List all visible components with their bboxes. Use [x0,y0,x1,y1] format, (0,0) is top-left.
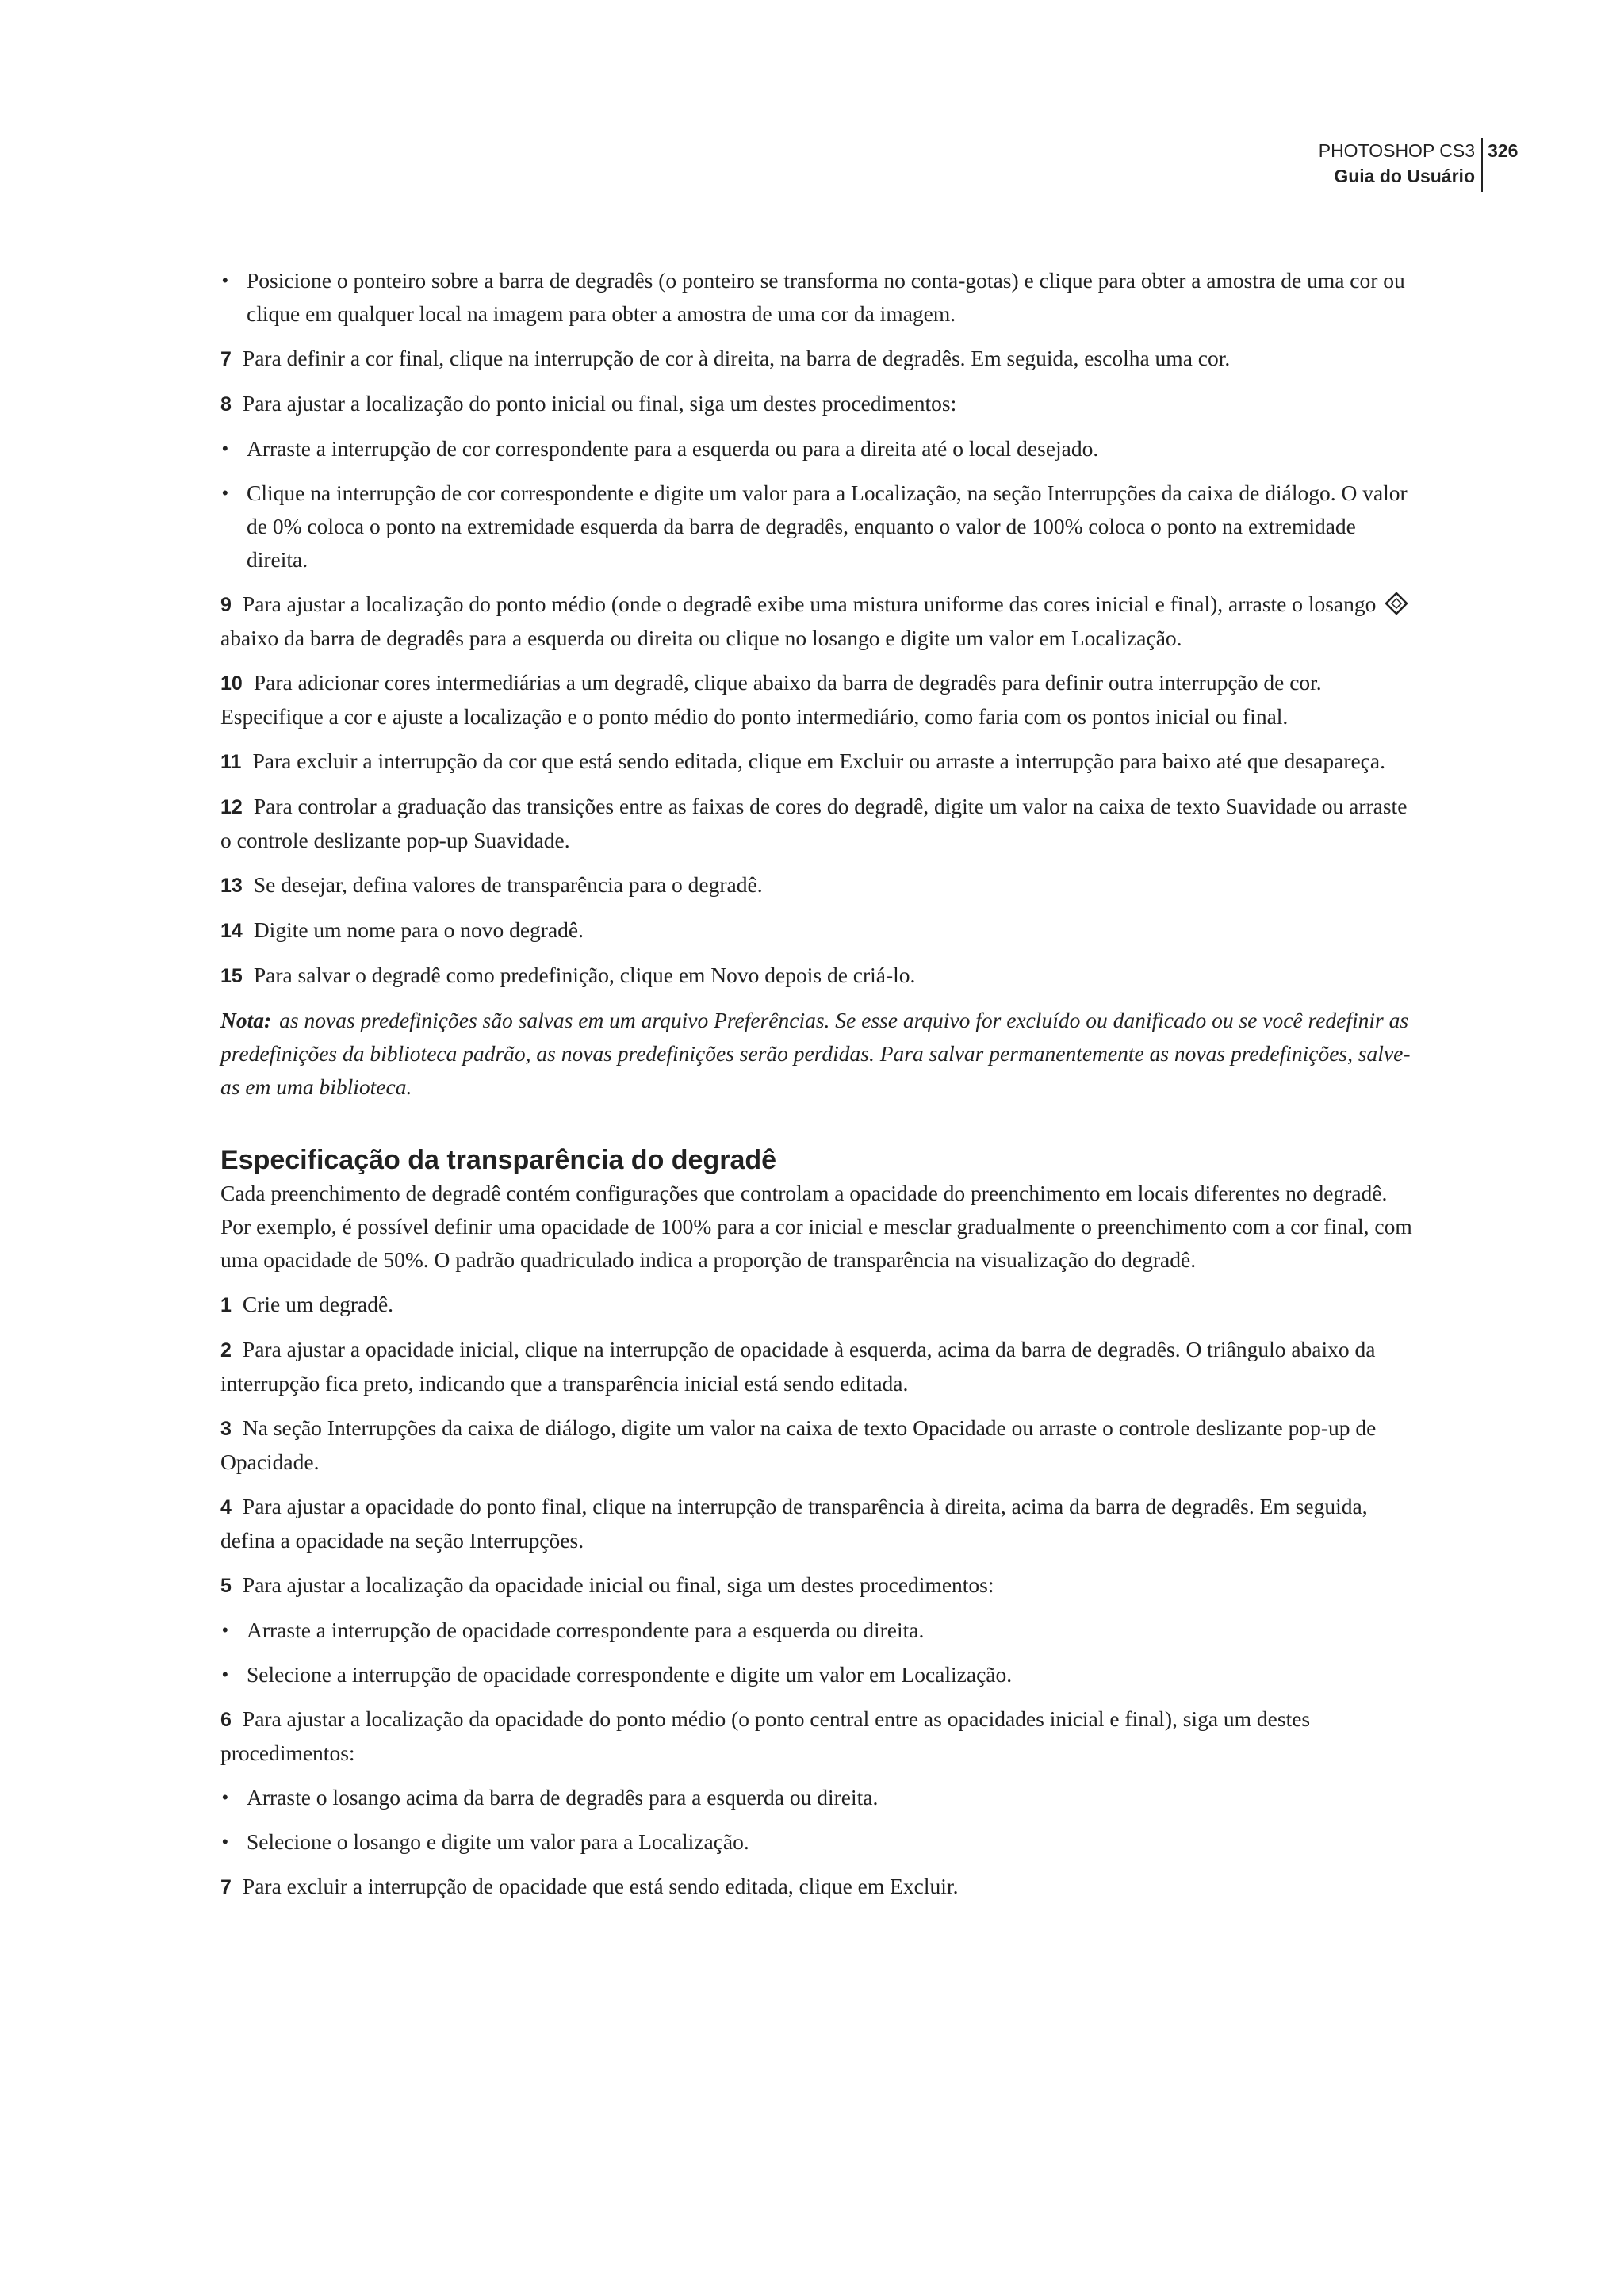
header-divider [1481,138,1483,192]
step-9 [220,588,1419,655]
step-number: 3 [220,1418,232,1440]
section-heading: Especificação da transparência do degradê [220,1145,777,1175]
section-intro: Cada preenchimento de degradê contém configurações que controlam a opacidade do preenchimento em locais diferentes no degradê. Por exemplo, é possível definir uma opacidade de 100% para a cor inicial e mesclar gradualmente o preenchimento com a cor final, com uma opacidade de 50%. O padrão quadriculado indica a proporção de transparência na visualização do degradê. [220,1181,1412,1272]
page-header [1216,138,1519,193]
list-item [220,1825,1419,1859]
step-text: Para ajustar a localização da opacidade inicial ou final, siga um destes procedimentos: [242,1572,994,1597]
list-item-text: Arraste a interrupção de opacidade correspondente para a esquerda ou direita. [247,1618,925,1642]
note-text: as novas predefinições são salvas em um arquivo Preferências. Se esse arquivo for excluído ou danificado ou se você redefinir as predefinições da biblioteca padrão, as novas predefinições serão perdidas. Para salvar permanentemente as novas predefinições, salve-as em uma biblioteca. [220,1008,1411,1099]
step-text: Se desejar, defina valores de transparência para o degradê. [253,872,763,897]
bullet-icon: • [222,1787,228,1807]
list-item-text: Clique na interrupção de cor correspondente e digite um valor para a Localização, na seção Interrupções da caixa de diálogo. O valor de 0% coloca o ponto na extremidade esquerda da barra de degradês, enquanto o valor de 100% coloca o ponto na extremidade direita. [247,481,1408,572]
header-guide: Guia do Usuário [1334,166,1475,186]
list-item-text: Posicione o ponteiro sobre a barra de degradês (o ponteiro se transforma no conta-gotas) e clique para obter a amostra de uma cor ou clique em qualquer local na imagem para obter a amostra de uma cor da imagem. [247,268,1405,326]
step-7-excluir [220,1870,1419,1904]
step-2 [220,1333,1419,1400]
step-number: 7 [220,348,232,370]
step-text: Para ajustar a localização do ponto inicial ou final, siga um destes procedimentos: [242,391,957,416]
list-item [220,477,1419,576]
bullet-icon: • [222,483,228,503]
step-number: 12 [220,796,243,818]
step-number: 9 [220,594,232,616]
step-number: 2 [220,1339,232,1361]
bullet-icon: • [222,270,228,290]
list-item-text: Selecione a interrupção de opacidade correspondente e digite um valor em Localização. [247,1662,1013,1687]
list-item [220,1658,1419,1691]
list-item [220,264,1419,331]
step-text: Para controlar a graduação das transições entre as faixas de cores do degradê, digite um valor na caixa de texto Suavidade ou arraste o controle deslizante pop-up Suavidade. [220,794,1408,852]
step-text: abaixo da barra de degradês para a esquerda ou direita ou clique no losango e digite um valor em Localização. [220,626,1182,650]
header-text [1319,138,1475,189]
step-text: Para ajustar a localização do ponto médio (onde o degradê exibe uma mistura uniforme das cores inicial e final), arraste o losango [242,592,1377,616]
bullet-icon: • [222,1664,228,1684]
step-number: 7 [220,1876,232,1898]
step-text: Para ajustar a opacidade inicial, clique na interrupção de opacidade à esquerda, acima da barra de degradês. O triângulo abaixo da interrupção fica preto, indicando que a transparência inicial está sendo editada. [220,1337,1376,1396]
step-7 [220,342,1419,376]
list-item-text: Arraste a interrupção de cor correspondente para a esquerda ou para a direita até o local desejado. [247,436,1099,461]
step-1 [220,1288,1419,1322]
step-4 [220,1490,1419,1557]
step-3 [220,1411,1419,1479]
step-number: 8 [220,393,232,416]
step-11 [220,745,1419,779]
step-14 [220,913,1419,948]
midpoint-diamond-icon [1385,592,1408,615]
list-item [220,432,1419,465]
step-number: 15 [220,965,243,987]
note-label: Nota: [220,1008,272,1032]
bullet-icon: • [222,1620,228,1640]
step-5 [220,1568,1419,1603]
note [220,1004,1419,1104]
step-15 [220,959,1419,993]
step-text: Para ajustar a localização da opacidade do ponto médio (o ponto central entre as opacidades inicial e final), siga um destes procedimentos: [220,1706,1311,1765]
step-10 [220,666,1419,733]
step-number: 10 [220,672,243,695]
bullet-icon: • [222,1832,228,1852]
step-number: 13 [220,875,243,897]
page-number: 326 [1488,140,1519,161]
step-text: Para definir a cor final, clique na interrupção de cor à direita, na barra de degradês. Em seguida, escolha uma cor. [242,346,1231,370]
step-text: Para excluir a interrupção de opacidade que está sendo editada, clique em Excluir. [242,1874,959,1898]
step-number: 4 [220,1496,232,1518]
step-8 [220,387,1419,421]
list-item-text: Selecione o losango e digite um valor para a Localização. [247,1829,749,1854]
list-item [220,1781,1419,1814]
step-number: 6 [220,1709,232,1731]
step-text: Para excluir a interrupção da cor que está sendo editada, clique em Excluir ou arraste a interrupção para baixo até que desapareça. [252,749,1385,773]
page-body [220,264,1419,1915]
step-text: Na seção Interrupções da caixa de diálogo, digite um valor na caixa de texto Opacidade ou arraste o controle deslizante pop-up de Opacidade. [220,1415,1377,1474]
list-item-text: Arraste o losango acima da barra de degradês para a esquerda ou direita. [247,1785,879,1810]
list-item [220,1614,1419,1647]
step-text: Para ajustar a opacidade do ponto final, clique na interrupção de transparência à direita, acima da barra de degradês. Em seguida, defina a opacidade na seção Interrupções. [220,1494,1368,1553]
step-6 [220,1702,1419,1770]
step-text: Para adicionar cores intermediárias a um degradê, clique abaixo da barra de degradês para definir outra interrupção de cor. Especifique a cor e ajuste a localização e o ponto médio do ponto intermediário, como faria com os pontos inicial ou final. [220,670,1322,729]
bullet-icon: • [222,439,228,458]
step-text: Digite um nome para o novo degradê. [253,917,584,942]
step-number: 5 [220,1575,232,1597]
step-13 [220,868,1419,902]
step-number: 11 [220,751,242,773]
step-text: Crie um degradê. [242,1292,394,1316]
step-number: 1 [220,1294,232,1316]
step-12 [220,790,1419,857]
header-product: PHOTOSHOP CS3 [1318,140,1475,161]
step-number: 14 [220,920,243,942]
step-text: Para salvar o degradê como predefinição, clique em Novo depois de criá-lo. [253,963,916,987]
